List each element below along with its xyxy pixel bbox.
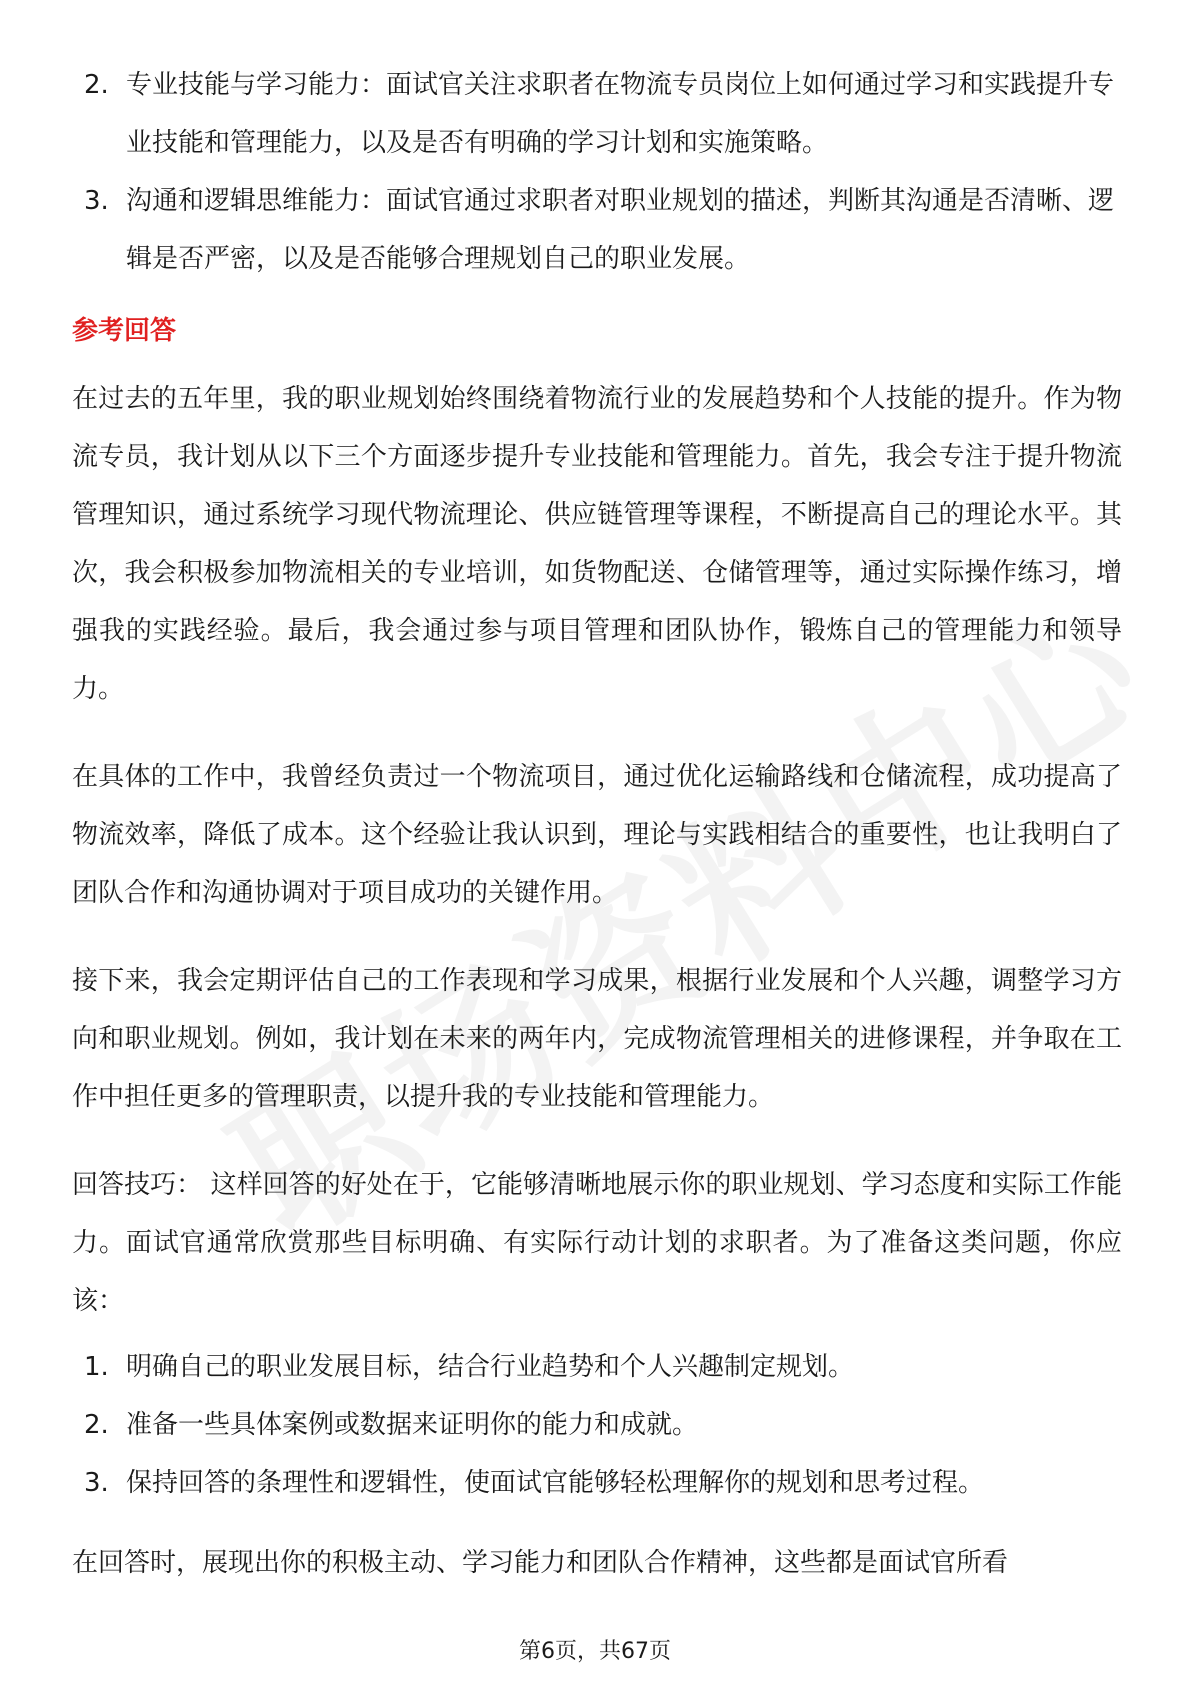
criteria-list	[72, 56, 1122, 288]
section-title: 参考回答	[72, 316, 177, 346]
list-item-number: 2.	[84, 1410, 109, 1440]
tips-paragraph: 回答技巧： 这样回答的好处在于，它能够清晰地展示你的职业规划、学习态度和实际工作能力。面试官通常欣赏那些目标明确、有实际行动计划的求职者。为了准备这类问题，你应该：	[72, 1170, 1122, 1316]
list-item	[72, 56, 1122, 172]
list-item	[72, 172, 1122, 288]
list-item	[72, 1338, 1122, 1396]
list-item-text: 专业技能与学习能力：面试官关注求职者在物流专员岗位上如何通过学习和实践提升专业技能和管理能力，以及是否有明确的学习计划和实施策略。	[126, 70, 1115, 158]
list-item	[72, 1396, 1122, 1454]
list-item-number: 3.	[84, 186, 109, 216]
list-item-text: 沟通和逻辑思维能力：面试官通过求职者对职业规划的描述，判断其沟通是否清晰、逻辑是否严密，以及是否能够合理规划自己的职业发展。	[126, 186, 1115, 274]
list-item-text: 准备一些具体案例或数据来证明你的能力和成就。	[126, 1410, 699, 1440]
list-item-number: 1.	[84, 1352, 109, 1382]
page-number-footer: 第6页，共67页	[519, 1639, 671, 1664]
answer-paragraph: 在过去的五年里，我的职业规划始终围绕着物流行业的发展趋势和个人技能的提升。作为物流专员，我计划从以下三个方面逐步提升专业技能和管理能力。首先，我会专注于提升物流管理知识，通过系统学习现代物流理论、供应链管理等课程，不断提高自己的理论水平。其次，我会积极参加物流相关的专业培训，如货物配送、仓储管理等，通过实际操作练习，增强我的实践经验。最后，我会通过参与项目管理和团队协作，锻炼自己的管理能力和领导力。	[72, 384, 1122, 704]
page-content	[72, 56, 1122, 1592]
answer-paragraph: 接下来，我会定期评估自己的工作表现和学习成果，根据行业发展和个人兴趣，调整学习方向和职业规划。例如，我计划在未来的两年内，完成物流管理相关的进修课程，并争取在工作中担任更多的管理职责，以提升我的专业技能和管理能力。	[72, 966, 1122, 1112]
answer-paragraph: 在具体的工作中，我曾经负责过一个物流项目，通过优化运输路线和仓储流程，成功提高了物流效率，降低了成本。这个经验让我认识到，理论与实践相结合的重要性，也让我明白了团队合作和沟通协调对于项目成功的关键作用。	[72, 762, 1122, 908]
list-item-number: 2.	[84, 70, 109, 100]
list-item	[72, 1454, 1122, 1512]
list-item-text: 明确自己的职业发展目标，结合行业趋势和个人兴趣制定规划。	[126, 1352, 855, 1382]
list-item-text: 保持回答的条理性和逻辑性，使面试官能够轻松理解你的规划和思考过程。	[126, 1468, 985, 1498]
tips-list	[72, 1338, 1122, 1512]
closing-paragraph: 在回答时，展现出你的积极主动、学习能力和团队合作精神，这些都是面试官所看	[72, 1548, 1009, 1578]
list-item-number: 3.	[84, 1468, 109, 1498]
